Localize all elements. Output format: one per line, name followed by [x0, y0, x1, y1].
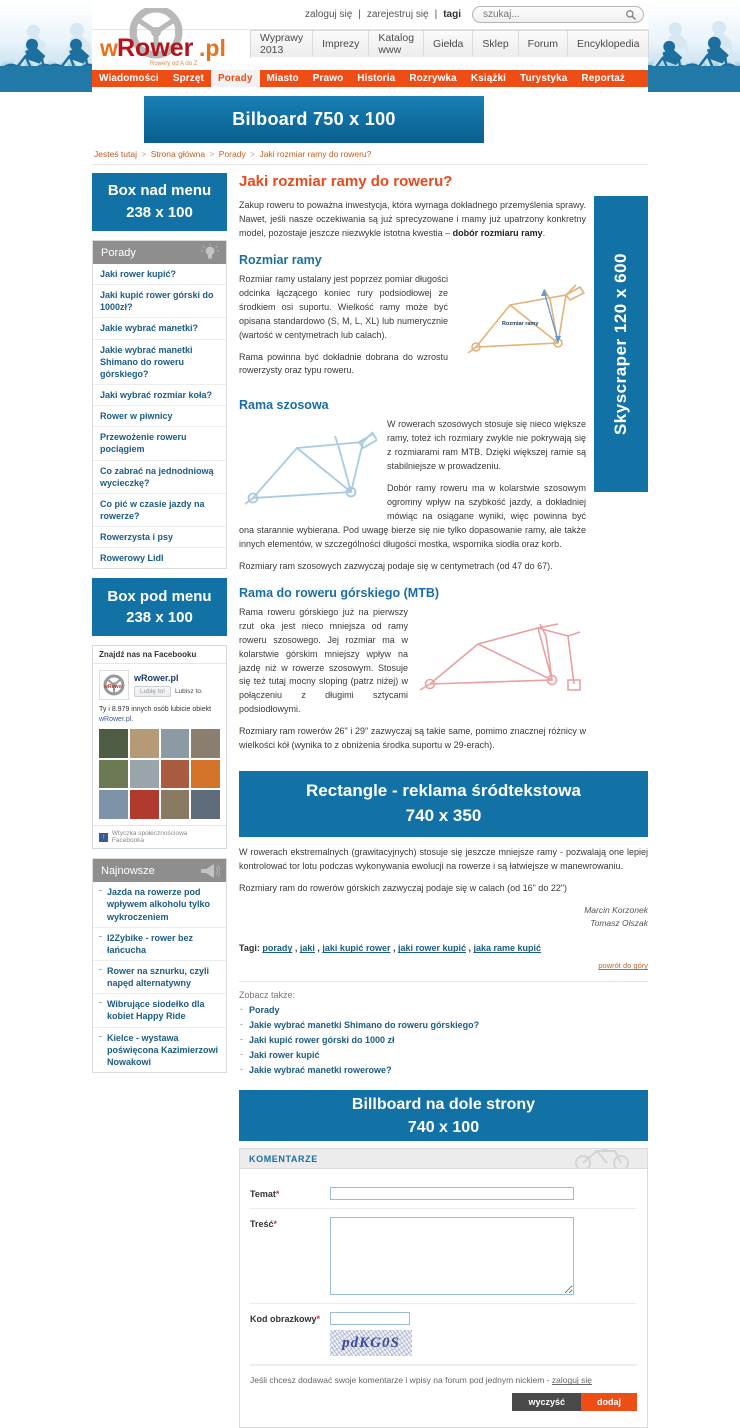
facebook-profile [99, 670, 220, 700]
captcha-input[interactable] [330, 1312, 410, 1325]
list-item[interactable] [93, 994, 226, 1027]
main-content [230, 173, 648, 1428]
article-p-szosowa-2: Dobór ramy roweru ma w kolarstwie szosowym ogromny wpływ na szybkość jazdy, a dokładniej mówiąc na osiągane wyniki, więc powinna być ona starannie wybierana. Pod uwagę bierze się nie tylko dopasowanie ramy, ale także innych elementów, w szczególności długości mostka, wspornika siodła oraz korb. [239, 483, 586, 549]
ad-box-above-menu-line1: Box nad menu [107, 182, 212, 200]
captcha-image-text: pdKG0S [342, 1334, 400, 1351]
register-link[interactable]: zarejestruj się [366, 9, 429, 20]
captcha-image [330, 1330, 412, 1356]
avatar[interactable] [99, 760, 128, 789]
list-item[interactable] [93, 1028, 226, 1072]
comments-section [239, 1148, 648, 1428]
required-mark: * [273, 1219, 278, 1230]
ad-billboard-bottom-line2: 740 x 100 [407, 1118, 480, 1136]
porady-link-5[interactable]: Rower w piwnicy [100, 411, 173, 422]
nav-imprezy[interactable]: Imprezy [313, 31, 369, 57]
content-textarea[interactable] [330, 1217, 574, 1295]
diagram-road-frame [239, 418, 377, 519]
facebook-profile-text [134, 673, 203, 697]
avatar[interactable] [161, 760, 190, 789]
facebook-like-count-text: Ty i 8.979 innych osób lubicie obiekt [99, 706, 212, 714]
porady-link-10[interactable]: Rowerowy Lidl [100, 553, 164, 564]
list-item[interactable] [239, 1004, 648, 1016]
tags-label: Tagi: [239, 943, 260, 954]
ad-box-below-menu-line1: Box pod menu [107, 587, 212, 605]
nav-encyklopedia[interactable]: Encyklopedia [568, 31, 648, 57]
see-also-header: Zobacz także: [239, 990, 296, 1001]
article-intro-bold: dobór rozmiaru ramy [452, 227, 543, 238]
list-item[interactable] [93, 427, 226, 460]
list-item[interactable] [239, 1064, 648, 1076]
list-item[interactable] [93, 928, 226, 961]
facebook-footer-text: Wtyczka społecznościowa Facebooka [111, 830, 188, 845]
article-intro-block [239, 199, 648, 761]
search-box[interactable] [472, 6, 644, 23]
breadcrumb-sep: > [141, 149, 147, 159]
list-item[interactable] [93, 406, 226, 427]
facebook-f-icon: f [99, 833, 108, 842]
ad-box-above-menu-line2: 238 x 100 [126, 204, 193, 221]
list-item[interactable] [93, 264, 226, 285]
porady-link-3[interactable]: Jakie wybrać manetki Shimano do roweru górskiego? [100, 344, 193, 379]
widget-najnowsze [92, 858, 227, 1073]
article-intro-end: . [542, 227, 546, 238]
ad-billboard-top[interactable]: Bilboard 750 x 100 [144, 96, 484, 143]
article-p-after-2: Rozmiary ram do rowerów górskich zazwyczaj podaje się w calach (od 16" do 22") [239, 883, 568, 893]
page-title: Jaki rozmiar ramy do roweru? [239, 173, 453, 190]
cyclist-watermark-icon [571, 1149, 641, 1169]
heading-rozmiar-ramy: Rozmiar ramy [239, 252, 322, 267]
comments-buttons [250, 1389, 637, 1417]
see-also-section [239, 981, 648, 1076]
section-sprzet[interactable]: Sprzęt [172, 73, 204, 84]
ad-billboard-bottom-line1: Billboard na dole strony [351, 1095, 536, 1113]
heading-rama-szosowa: Rama szosowa [239, 398, 329, 413]
najnowsze-link-3[interactable]: Wibrujące siodełko dla kobiet Happy Ride [93, 994, 226, 1026]
porady-link-1[interactable]: Jaki kupić rower górski do 1000zł? [100, 290, 214, 313]
avatar[interactable] [191, 790, 220, 819]
porady-link-4[interactable]: Jaki wybrać rozmiar koła? [100, 389, 213, 400]
svg-text:.pl: .pl [199, 35, 226, 61]
diagram-mtb-frame [418, 606, 586, 709]
back-to-top-link[interactable]: powrót do góry [598, 961, 648, 971]
list-item[interactable] [93, 461, 226, 494]
article-authors [239, 904, 648, 930]
left-sidebar [92, 173, 230, 1428]
ad-rectangle-inline[interactable] [239, 771, 648, 837]
section-ksiazki[interactable]: Książki [470, 73, 507, 84]
facebook-widget-body [93, 664, 226, 825]
avatar[interactable] [191, 760, 220, 789]
decorative-bar-left [0, 66, 96, 92]
section-reportaz[interactable]: Reportaż [581, 73, 626, 84]
tag-link-3[interactable]: jaki rower kupić [397, 943, 466, 954]
svg-text:wRower: wRower [104, 684, 124, 691]
najnowsze-link-1[interactable]: I2Zybike - rower bez łańcucha [93, 928, 226, 960]
tag-link-2[interactable]: jaki kupić rower [322, 943, 391, 954]
facebook-widget-footer [93, 825, 226, 848]
see-also-link-2[interactable]: Jaki kupić rower górski do 1000 zł [249, 1035, 395, 1046]
login-link[interactable]: zaloguj się [305, 9, 353, 20]
widget-najnowsze-title: Najnowsze [101, 864, 155, 877]
comments-form [240, 1169, 647, 1427]
ad-box-above-menu[interactable] [92, 173, 227, 231]
list-item[interactable] [93, 318, 226, 339]
article-p-szosowa-3: Rozmiary ram szosowych zazwyczaj podaje się w centymetrach (od 47 do 67). [239, 560, 553, 571]
field-row-captcha [250, 1304, 637, 1365]
see-also-list [239, 1004, 648, 1076]
porady-link-8[interactable]: Co pić w czasie jazdy na rowerze? [100, 498, 205, 521]
field-row-content [250, 1209, 637, 1304]
section-turystyka[interactable]: Turystyka [520, 73, 568, 84]
content-label-text: Treść [250, 1219, 274, 1230]
ad-rectangle-line1: Rectangle - reklama śródtekstowa [306, 781, 581, 801]
porady-link-6[interactable]: Przewożenie roweru pociągiem [100, 432, 187, 455]
tags-link[interactable]: tagi [443, 9, 461, 20]
article-p-szosowa-1: W rowerach szosowych stosuje się nieco większe ramy, toteż ich rozmiary zwykle nie pokrywają się z rozmiarami ram MTB. Dzięki większej ramie są stabilniejsze w prowadzeniu. [387, 419, 586, 472]
avatar[interactable] [130, 790, 159, 819]
nav-forum[interactable]: Forum [519, 31, 568, 57]
captcha-area [330, 1312, 412, 1356]
megaphone-icon [198, 861, 220, 880]
comments-login-link[interactable]: zaloguj się [551, 1375, 593, 1386]
nav-wyprawy[interactable]: Wyprawy 2013 [251, 31, 313, 57]
clear-button[interactable]: wyczyść [512, 1393, 581, 1411]
comments-header [240, 1149, 647, 1169]
section-nav [92, 70, 648, 87]
list-item[interactable] [93, 548, 226, 568]
breadcrumb-porady[interactable]: Porady [218, 149, 246, 159]
content-columns [92, 165, 648, 1428]
najnowsze-link-4[interactable]: Kielce - wystawa poświęcona Kazimierzowi Nowakowi [93, 1028, 226, 1072]
see-also-link-4[interactable]: Jakie wybrać manetki rowerowe? [249, 1065, 392, 1076]
list-item[interactable] [93, 527, 226, 548]
lightbulb-icon [200, 243, 220, 262]
facebook-page-name: wRower.pl [134, 673, 179, 684]
najnowsze-link-2[interactable]: Rower na sznurku, czyli napęd alternatywny [93, 961, 226, 993]
facebook-like-count-link[interactable]: wRower.pl. [99, 716, 134, 724]
diagram-label: Rozmiar ramy [502, 320, 539, 327]
search-input[interactable] [473, 8, 615, 21]
najnowsze-link-0[interactable]: Jazda na rowerze pod wpływem alkoholu tylko wykroczeniem [93, 882, 226, 926]
tag-link-4[interactable]: jaka rame kupić [473, 943, 542, 954]
primary-nav [250, 30, 649, 58]
ad-box-below-menu[interactable] [92, 578, 227, 636]
search-icon[interactable] [625, 9, 637, 21]
breadcrumb-home[interactable]: Strona główna [150, 149, 206, 159]
section-historia[interactable]: Historia [357, 73, 396, 84]
captcha-label-text: Kod obrazkowy [250, 1314, 317, 1325]
breadcrumb-prefix: Jesteś tutaj [94, 149, 137, 159]
subject-label [250, 1187, 330, 1199]
avatar[interactable] [161, 729, 190, 758]
ad-rectangle-line2: 740 x 350 [405, 806, 482, 826]
svg-text:Rower: Rower [117, 34, 194, 62]
subject-input[interactable] [330, 1187, 574, 1200]
facebook-like-status: Lubisz to. [174, 688, 203, 696]
article-p-rozmiar-2: Rama powinna być dokładnie dobrana do wzrostu rowerzysty oraz typu roweru. [239, 351, 448, 376]
site-logo[interactable] [94, 8, 244, 70]
porady-link-9[interactable]: Rowerzysta i psy [100, 532, 174, 543]
captcha-label [250, 1312, 330, 1324]
facebook-widget-header: Znajdź nas na Facebooku [93, 646, 226, 664]
author-1: Marcin Korzonek [584, 904, 648, 915]
list-item[interactable] [93, 882, 226, 927]
section-prawo[interactable]: Prawo [312, 73, 344, 84]
list-item[interactable] [93, 494, 226, 527]
facebook-like-button[interactable]: Lubię to! [134, 686, 171, 697]
decorative-bar-right [644, 66, 740, 92]
article-p-mtb-2: Rozmiary ram rowerów 26" i 29" zazwyczaj są takie same, pomimo znacznej różnicy w wielkości kół (wynika to z obniżenia środka suportu w 29-erach). [239, 726, 586, 751]
section-miasto[interactable]: Miasto [266, 73, 299, 84]
comments-login-note [250, 1365, 637, 1389]
list-item[interactable] [93, 385, 226, 406]
svg-text:Rowery od A do Z: Rowery od A do Z [150, 61, 198, 67]
required-mark: * [275, 1189, 280, 1200]
facebook-like-count [99, 705, 220, 725]
article-intro [239, 199, 586, 241]
chainring-icon [101, 672, 127, 698]
field-row-subject [250, 1179, 637, 1209]
list-item[interactable] [93, 285, 226, 318]
separator: | [358, 9, 361, 20]
ad-skyscraper-label: Skyscraper 120 x 600 [611, 252, 630, 436]
porady-link-0[interactable]: Jaki rower kupić? [100, 269, 177, 279]
nav-sklep[interactable]: Sklep [473, 31, 518, 57]
article-p-mtb-1: Rama roweru górskiego już na pierwszy rzut oka jest nieco mniejsza od ramy roweru szosowego. Jej rozmiar ma w kolarstwie górskim mniejszy wpływ na jazdę niż w rowerze szosowym. Stosuje się też tutaj mocny sloping (patrz niżej) w połączeniu z długimi sztycami podsiodłowymi. [239, 606, 408, 715]
nav-gielda[interactable]: Giełda [424, 31, 473, 57]
tag-link-1[interactable]: jaki [299, 943, 315, 954]
site-container [92, 0, 648, 1428]
breadcrumb-sep: > [209, 149, 215, 159]
widget-porady-title: Porady [101, 246, 136, 259]
widget-porady-list [93, 264, 226, 568]
svg-text:w: w [100, 35, 118, 61]
breadcrumb-sep: > [250, 149, 256, 159]
avatar[interactable] [99, 790, 128, 819]
article-p-after-1: W rowerach ekstremalnych (grawitacyjnych) stosuje się jeszcze mniejsze ramy - pozwalają one lepiej kontrolować tor lotu podczas wykonywania ewolucji na rowerze i są łatwiejsze w manewrowaniu. [239, 847, 648, 872]
list-item[interactable] [93, 340, 226, 385]
article-tags: Tagi: porady , jaki , jaki kupić rower , jaki rower kupić , jaka rame kupić [239, 943, 542, 954]
tag-link-0[interactable]: porady [262, 943, 293, 954]
list-item[interactable] [239, 1019, 648, 1031]
facebook-widget [92, 645, 227, 849]
comments-header-label: KOMENTARZE [249, 1153, 318, 1164]
add-button[interactable]: dodaj [581, 1393, 637, 1411]
separator: | [434, 9, 438, 20]
ad-box-below-menu-line2: 238 x 100 [126, 609, 193, 627]
breadcrumb-current: Jaki rozmiar ramy do roweru? [259, 149, 372, 159]
porady-link-2[interactable]: Jakie wybrać manetki? [100, 323, 199, 334]
see-also-link-0[interactable]: Porady [249, 1005, 280, 1016]
avatar[interactable] [191, 729, 220, 758]
section-porady[interactable]: Porady [211, 70, 260, 87]
avatar[interactable] [161, 790, 190, 819]
facebook-like-row [134, 686, 203, 697]
avatar[interactable] [99, 729, 128, 758]
widget-porady [92, 240, 227, 569]
section-wiadomosci[interactable]: Wiadomości [99, 73, 159, 84]
list-item[interactable] [93, 961, 226, 994]
heading-rama-mtb: Rama do roweru górskiego (MTB) [239, 585, 440, 600]
see-also-link-1[interactable]: Jakie wybrać manetki Shimano do roweru górskiego? [249, 1020, 480, 1031]
avatar[interactable] [130, 760, 159, 789]
ad-billboard-bottom[interactable] [239, 1090, 648, 1141]
widget-najnowsze-list [93, 882, 226, 1072]
avatar[interactable] [130, 729, 159, 758]
content-label [250, 1217, 330, 1229]
list-item[interactable] [239, 1049, 648, 1061]
widget-porady-header [93, 241, 226, 264]
article-p-rozmiar-1: Rozmiar ramy ustalany jest poprzez pomiar długości odcinka łączącego koniec rury podsiodłowej ze środkiem osi suportu. Wielkość ramy może być opisana standardowo (S, M, L, XL) lub numerycznie (wartość w centymetrach lub calach). [239, 273, 448, 340]
brand-row [92, 30, 648, 70]
article-intro-text: Zakup roweru to poważna inwestycja, która wymaga dokładnego przemyślenia sprawy. Nawet, jeśli nasze oczekiwania są już sprecyzowane i mamy już upatrzony konkretny model, pozostaje jeszcze niezwykle istotna kwestia – [239, 200, 586, 238]
ad-skyscraper[interactable] [594, 196, 648, 492]
see-also-link-3[interactable]: Jaki rower kupić [249, 1050, 320, 1061]
porady-link-7[interactable]: Co zabrać na jednodniową wycieczkę? [100, 465, 214, 488]
subject-label-text: Temat [250, 1189, 276, 1200]
back-to-top [239, 959, 648, 971]
breadcrumb [92, 143, 648, 165]
nav-katalog[interactable]: Katalog www [369, 31, 424, 57]
comments-login-note-text: Jeśli chcesz dodawać swoje komentarze i wpisy na forum pod jednym nickiem - [250, 1375, 552, 1386]
required-mark: * [316, 1314, 321, 1325]
author-2: Tomasz Olszak [590, 917, 648, 928]
facebook-friend-avatars [99, 729, 220, 819]
widget-najnowsze-header [93, 859, 226, 882]
facebook-page-avatar [99, 670, 129, 700]
section-rozrywka[interactable]: Rozrywka [409, 73, 457, 84]
diagram-frame-measure [458, 273, 586, 368]
list-item[interactable] [239, 1034, 648, 1046]
